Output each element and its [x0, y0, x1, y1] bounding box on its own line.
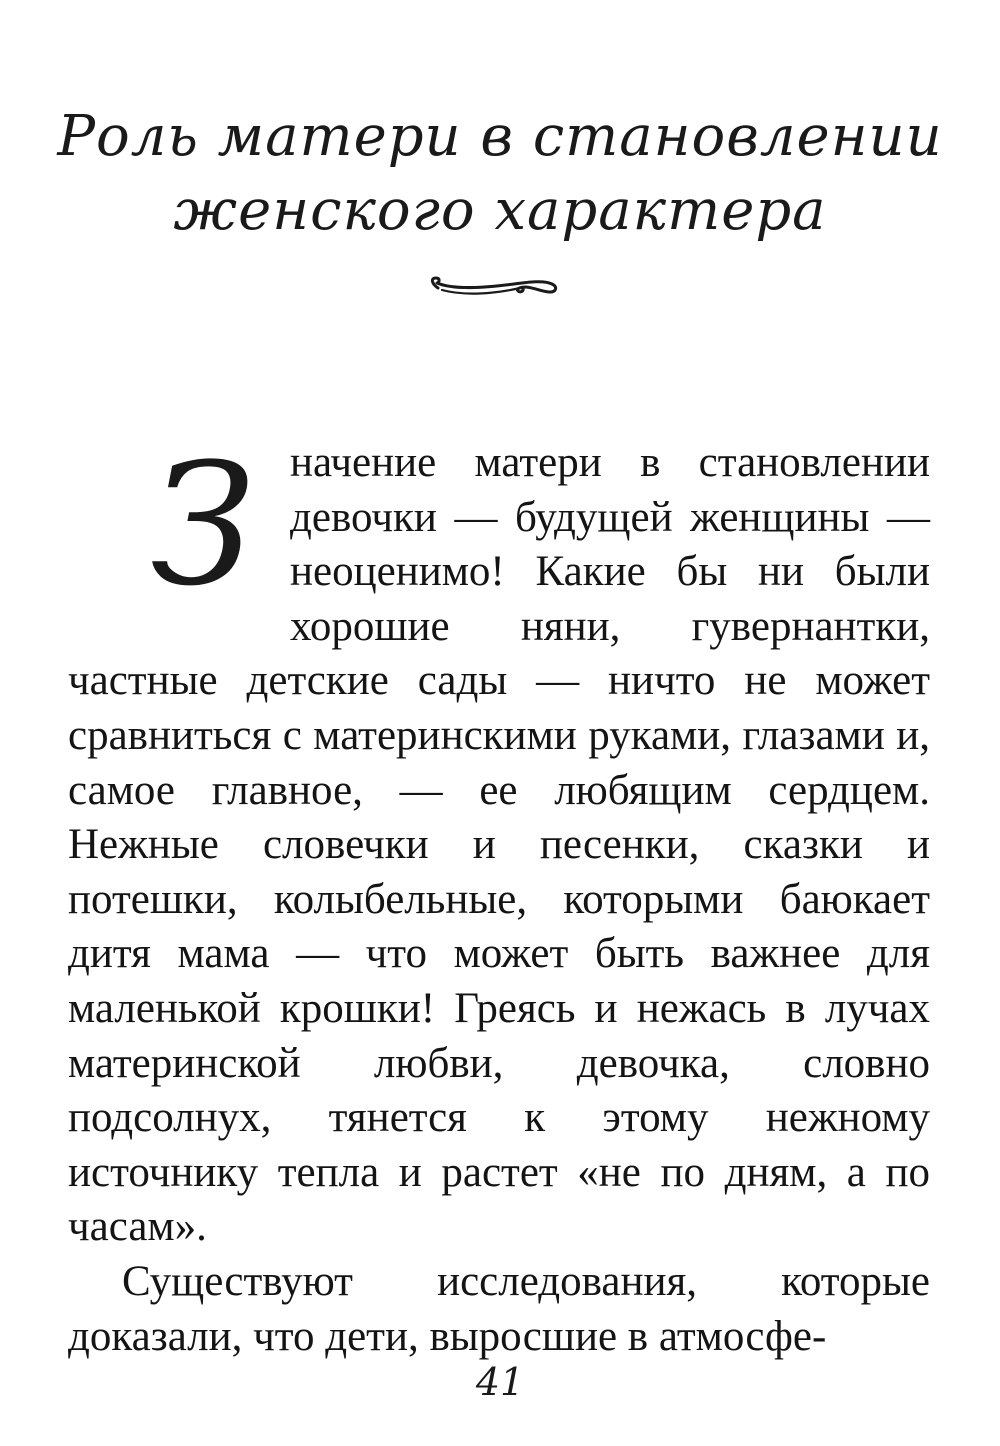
paragraph-2: Существуют исследования, которые доказали, что дети, выросшие в атмосфе- [68, 1257, 930, 1360]
paragraph-1 [68, 427, 930, 1255]
chapter-title-line-2: женского характера [173, 178, 827, 243]
flourish-divider-icon [424, 270, 564, 306]
chapter-title [0, 100, 1000, 248]
chapter-title-line-1: Роль матери в становлении [57, 104, 943, 169]
page-number: 41 [475, 1360, 525, 1404]
drop-cap: З [150, 427, 256, 623]
body-text [68, 427, 930, 1364]
paragraph-1-text: начение матери в становлении девочки — будущей женщины — неоценимо! Какие бы ни были хорошие няни, гувернантки, частные детские сады — ничто не может сравниться с материнскими руками, глазами и, самое главное, — ее любящим сердцем. Нежные словечки и песенки, сказки и потешки, колыбельные, которыми баюкает дитя мама — что может быть важнее для маленькой крошки! Греясь и нежась в лучах материнской любви, девочка, словно подсолнух, тянется к этому нежному источнику тепла и растет «не по дням, а по часам». [68, 439, 930, 1251]
